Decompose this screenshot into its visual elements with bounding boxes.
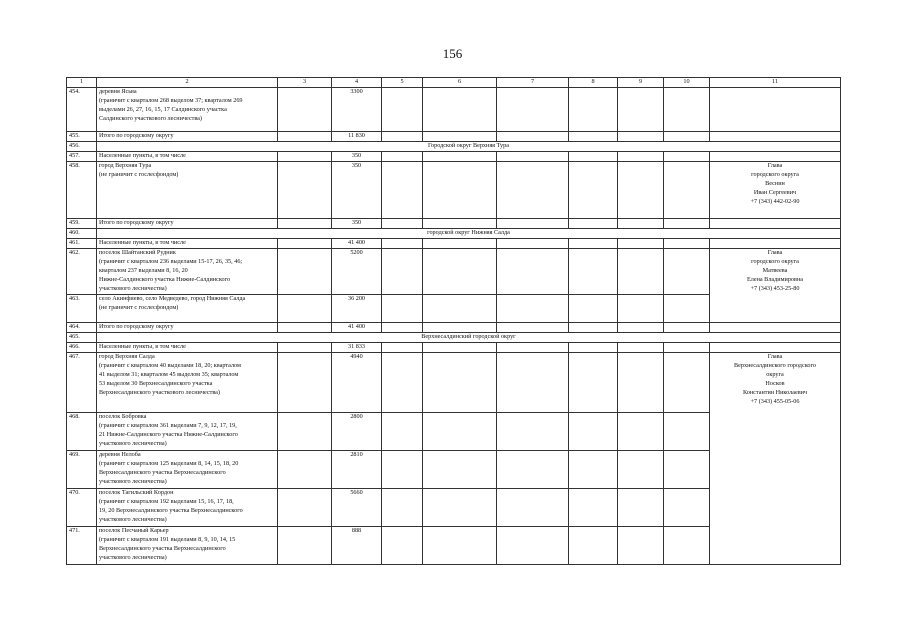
cell-col5 xyxy=(382,412,423,450)
name-line: (не граничит с гослесфондом) xyxy=(99,303,179,311)
column-header: 10 xyxy=(664,78,710,88)
area-value: 41 400 xyxy=(332,238,382,248)
row-number: 471. xyxy=(67,526,97,564)
contact-line: Елена Владимировна xyxy=(746,275,804,283)
table-row xyxy=(67,131,841,141)
cell-col9 xyxy=(618,352,664,412)
cell-col10 xyxy=(664,322,710,332)
cell-col9 xyxy=(618,238,664,248)
cell-col9 xyxy=(618,161,664,218)
row-number: 456. xyxy=(67,141,97,151)
row-number: 460. xyxy=(67,228,97,238)
area-value: 4940 xyxy=(332,352,382,412)
cell-col8 xyxy=(569,151,618,161)
cell-col6 xyxy=(423,131,497,141)
cell-col9 xyxy=(618,218,664,228)
cell-col8 xyxy=(569,131,618,141)
name-line: участкового лесничества) xyxy=(99,553,167,561)
cell-col3 xyxy=(278,412,332,450)
cell-col8 xyxy=(569,161,618,218)
name-line: Населенные пункты, в том числе xyxy=(99,342,186,350)
area-value: 2800 xyxy=(332,412,382,450)
area-value: 350 xyxy=(332,151,382,161)
cell-col6 xyxy=(423,352,497,412)
cell-col6 xyxy=(423,248,497,294)
column-header: 7 xyxy=(497,78,569,88)
cell-col7 xyxy=(497,294,569,322)
column-header: 8 xyxy=(569,78,618,88)
name-line: 19, 20 Верхнесалдинского участка Верхнесалдинского xyxy=(99,506,243,514)
row-number: 468. xyxy=(67,412,97,450)
name-line: (граничит с кварталом 191 выделами 8, 9, 10, 14, 15 xyxy=(99,535,236,543)
name-line: поселок Бобровка xyxy=(99,412,147,420)
cell-col6 xyxy=(423,151,497,161)
cell-col5 xyxy=(382,87,423,131)
row-number: 470. xyxy=(67,488,97,526)
column-header: 6 xyxy=(423,78,497,88)
cell-col6 xyxy=(423,322,497,332)
boundary-table xyxy=(66,77,841,565)
cell-col3 xyxy=(278,131,332,141)
contact-info xyxy=(710,238,841,248)
cell-col8 xyxy=(569,238,618,248)
cell-col8 xyxy=(569,412,618,450)
row-number: 459. xyxy=(67,218,97,228)
cell-col10 xyxy=(664,352,710,412)
area-value: 5200 xyxy=(332,248,382,294)
cell-col6 xyxy=(423,412,497,450)
name-line: участкового лесничества) xyxy=(99,439,167,447)
section-title: Верхнесалдинский городской округ xyxy=(97,332,841,342)
cell-col5 xyxy=(382,322,423,332)
contact-info xyxy=(710,352,841,564)
area-value: 11 830 xyxy=(332,131,382,141)
cell-col8 xyxy=(569,248,618,294)
name-line: (не граничит с гослесфондом) xyxy=(99,170,179,178)
name-line: 21 Нижне-Салдинского участка Нижне-Салдинского xyxy=(99,430,238,438)
column-header: 9 xyxy=(618,78,664,88)
cell-col8 xyxy=(569,87,618,131)
name-line: город Верхняя Тура xyxy=(99,161,152,169)
cell-col10 xyxy=(664,488,710,526)
cell-col8 xyxy=(569,526,618,564)
column-header: 5 xyxy=(382,78,423,88)
cell-col8 xyxy=(569,342,618,352)
contact-info xyxy=(710,248,841,322)
cell-col8 xyxy=(569,322,618,332)
name-line: (граничит с кварталом 361 выделами 7, 9, 12, 17, 19, xyxy=(99,421,237,429)
settlement-name xyxy=(97,322,278,332)
name-line: поселок Песчаный Карьер xyxy=(99,526,169,534)
cell-col5 xyxy=(382,131,423,141)
name-line: Итого по городскому округу xyxy=(99,131,174,139)
contact-info xyxy=(710,87,841,131)
contact-line: Матвеева xyxy=(762,266,788,274)
cell-col5 xyxy=(382,161,423,218)
cell-col7 xyxy=(497,238,569,248)
name-line: 53 выделом 30 Верхнесалдинского участка xyxy=(99,379,213,387)
cell-col7 xyxy=(497,248,569,294)
cell-col6 xyxy=(423,342,497,352)
row-number: 465. xyxy=(67,332,97,342)
name-line: (граничит с кварталом 40 выделами 18, 20; кварталом xyxy=(99,361,241,369)
contact-line: Носков xyxy=(765,379,785,387)
cell-col9 xyxy=(618,488,664,526)
cell-col7 xyxy=(497,322,569,332)
cell-col6 xyxy=(423,87,497,131)
header-row xyxy=(67,78,841,88)
cell-col7 xyxy=(497,352,569,412)
name-line: (граничит с кварталом 236 выделами 15-17, 26, 35, 46; xyxy=(99,257,243,265)
name-line: Населенные пункты, в том числе xyxy=(99,238,186,246)
cell-col5 xyxy=(382,352,423,412)
name-line: (граничит с кварталом 125 выделами 8, 14, 15, 18, 20 xyxy=(99,459,239,467)
area-value: 31 833 xyxy=(332,342,382,352)
name-line: Населенные пункты, в том числе xyxy=(99,151,186,159)
settlement-name xyxy=(97,450,278,488)
column-header: 11 xyxy=(710,78,841,88)
table-row xyxy=(67,161,841,218)
row-number: 466. xyxy=(67,342,97,352)
cell-col8 xyxy=(569,488,618,526)
contact-line: Константин Николаевич xyxy=(742,388,808,396)
cell-col5 xyxy=(382,342,423,352)
cell-col3 xyxy=(278,248,332,294)
cell-col6 xyxy=(423,238,497,248)
name-line: 41 выделом 31; кварталом 45 выделом 35; кварталом xyxy=(99,370,239,378)
cell-col5 xyxy=(382,488,423,526)
table-row xyxy=(67,238,841,248)
cell-col10 xyxy=(664,526,710,564)
settlement-name xyxy=(97,352,278,412)
contact-line: Глава xyxy=(767,248,783,256)
cell-col6 xyxy=(423,294,497,322)
table-row xyxy=(67,342,841,352)
cell-col10 xyxy=(664,450,710,488)
row-number: 464. xyxy=(67,322,97,332)
name-line: участкового лесничества) xyxy=(99,515,167,523)
settlement-name xyxy=(97,526,278,564)
table-row xyxy=(67,218,841,228)
cell-col10 xyxy=(664,294,710,322)
contact-line: +7 (343) 442-02-90 xyxy=(750,197,800,205)
column-header: 4 xyxy=(332,78,382,88)
cell-col3 xyxy=(278,294,332,322)
cell-col3 xyxy=(278,151,332,161)
area-value: 888 xyxy=(332,526,382,564)
cell-col9 xyxy=(618,87,664,131)
cell-col10 xyxy=(664,161,710,218)
area-value: 36 200 xyxy=(332,294,382,322)
settlement-name xyxy=(97,488,278,526)
cell-col7 xyxy=(497,131,569,141)
row-number: 454. xyxy=(67,87,97,131)
name-line: Итого по городскому округу xyxy=(99,218,174,226)
settlement-name xyxy=(97,151,278,161)
cell-col6 xyxy=(423,450,497,488)
area-value: 5660 xyxy=(332,488,382,526)
cell-col6 xyxy=(423,488,497,526)
column-header: 2 xyxy=(97,78,278,88)
page-number: 156 xyxy=(442,46,463,61)
cell-col3 xyxy=(278,450,332,488)
cell-col3 xyxy=(278,526,332,564)
cell-col10 xyxy=(664,412,710,450)
cell-col5 xyxy=(382,450,423,488)
name-line: Нижне-Салдинского участка Нижне-Салдинского xyxy=(99,275,231,283)
cell-col9 xyxy=(618,342,664,352)
settlement-name xyxy=(97,161,278,218)
name-line: деревня Нелоба xyxy=(99,450,141,458)
cell-col5 xyxy=(382,248,423,294)
settlement-name xyxy=(97,412,278,450)
cell-col10 xyxy=(664,131,710,141)
cell-col3 xyxy=(278,161,332,218)
column-header: 3 xyxy=(278,78,332,88)
cell-col6 xyxy=(423,526,497,564)
name-line: кварталом 237 выделами 8, 16, 20 xyxy=(99,266,188,274)
cell-col9 xyxy=(618,248,664,294)
cell-col3 xyxy=(278,238,332,248)
cell-col3 xyxy=(278,87,332,131)
table-row xyxy=(67,87,841,131)
settlement-name xyxy=(97,342,278,352)
column-header: 1 xyxy=(67,78,97,88)
cell-col3 xyxy=(278,488,332,526)
table-row xyxy=(67,352,841,412)
contact-info xyxy=(710,322,841,332)
name-line: поселок Шайтанский Рудник xyxy=(99,248,176,256)
cell-col3 xyxy=(278,322,332,332)
section-title: городской округ Нижняя Салда xyxy=(97,228,841,238)
cell-col7 xyxy=(497,218,569,228)
contact-info xyxy=(710,342,841,352)
cell-col6 xyxy=(423,161,497,218)
cell-col9 xyxy=(618,151,664,161)
name-line: Верхнесалдинского участка Верхнесалдинского xyxy=(99,468,226,476)
name-line: выделами 26, 27, 16, 15, 17 Салдинского участка xyxy=(99,105,227,113)
settlement-name xyxy=(97,131,278,141)
name-line: участкового лесничества) xyxy=(99,284,167,292)
contact-line: Глава xyxy=(767,352,783,360)
contact-line: округа xyxy=(766,370,784,378)
row-number: 457. xyxy=(67,151,97,161)
table-row xyxy=(67,332,841,342)
contact-line: городского округа xyxy=(751,257,799,265)
table-row xyxy=(67,322,841,332)
row-number: 469. xyxy=(67,450,97,488)
table-row xyxy=(67,228,841,238)
contact-line: Верхнесалдинского городского xyxy=(734,361,816,369)
cell-col8 xyxy=(569,218,618,228)
settlement-name xyxy=(97,238,278,248)
contact-line: Иван Сергеевич xyxy=(753,188,797,196)
area-value: 350 xyxy=(332,218,382,228)
cell-col5 xyxy=(382,218,423,228)
name-line: Итого по городскому округу xyxy=(99,322,174,330)
contact-info xyxy=(710,161,841,218)
area-value: 3300 xyxy=(332,87,382,131)
contact-info xyxy=(710,151,841,161)
cell-col9 xyxy=(618,450,664,488)
cell-col7 xyxy=(497,161,569,218)
contact-info xyxy=(710,131,841,141)
area-value: 350 xyxy=(332,161,382,218)
cell-col8 xyxy=(569,352,618,412)
row-number: 461. xyxy=(67,238,97,248)
cell-col9 xyxy=(618,526,664,564)
name-line: (граничит с кварталом 192 выделами 15, 16, 17, 18, xyxy=(99,497,234,505)
cell-col3 xyxy=(278,352,332,412)
settlement-name xyxy=(97,218,278,228)
contact-line: Веснин xyxy=(765,179,785,187)
cell-col5 xyxy=(382,151,423,161)
contact-line: городского округа xyxy=(751,170,799,178)
row-number: 455. xyxy=(67,131,97,141)
contact-line: +7 (343) 455-05-06 xyxy=(750,397,800,405)
cell-col5 xyxy=(382,238,423,248)
cell-col10 xyxy=(664,342,710,352)
settlement-name xyxy=(97,294,278,322)
name-line: поселок Тагильский Кордон xyxy=(99,488,174,496)
name-line: участкового лесничества) xyxy=(99,477,167,485)
name-line: (граничит с кварталом 268 выделом 37; кварталом 269 xyxy=(99,96,243,104)
cell-col9 xyxy=(618,412,664,450)
area-value: 2810 xyxy=(332,450,382,488)
cell-col7 xyxy=(497,450,569,488)
cell-col10 xyxy=(664,151,710,161)
cell-col10 xyxy=(664,218,710,228)
name-line: Салдинского участкового лесничества) xyxy=(99,114,202,122)
cell-col8 xyxy=(569,450,618,488)
table-row xyxy=(67,151,841,161)
cell-col7 xyxy=(497,87,569,131)
cell-col7 xyxy=(497,488,569,526)
row-number: 458. xyxy=(67,161,97,218)
name-line: село Акинфиево, село Медведево, город Нижняя Салда xyxy=(99,294,246,302)
cell-col6 xyxy=(423,218,497,228)
settlement-name xyxy=(97,248,278,294)
table-row xyxy=(67,141,841,151)
contact-line: Глава xyxy=(767,161,783,169)
contact-info xyxy=(710,218,841,228)
cell-col5 xyxy=(382,294,423,322)
cell-col9 xyxy=(618,294,664,322)
name-line: деревня Ясьва xyxy=(99,87,137,95)
row-number: 467. xyxy=(67,352,97,412)
cell-col10 xyxy=(664,248,710,294)
name-line: Верхнесалдинского участкового лесничества) xyxy=(99,388,220,396)
cell-col3 xyxy=(278,342,332,352)
name-line: Верхнесалдинского участка Верхнесалдинского xyxy=(99,544,226,552)
section-title: Городской округ Верхняя Тура xyxy=(97,141,841,151)
cell-col3 xyxy=(278,218,332,228)
cell-col8 xyxy=(569,294,618,322)
cell-col9 xyxy=(618,322,664,332)
row-number: 462. xyxy=(67,248,97,294)
cell-col7 xyxy=(497,151,569,161)
cell-col9 xyxy=(618,131,664,141)
settlement-name xyxy=(97,87,278,131)
cell-col7 xyxy=(497,412,569,450)
table-row xyxy=(67,248,841,294)
row-number: 463. xyxy=(67,294,97,322)
cell-col10 xyxy=(664,238,710,248)
area-value: 41 400 xyxy=(332,322,382,332)
cell-col5 xyxy=(382,526,423,564)
name-line: город Верхняя Салда xyxy=(99,352,155,360)
cell-col7 xyxy=(497,342,569,352)
contact-line: +7 (343) 453-25-80 xyxy=(750,284,800,292)
cell-col10 xyxy=(664,87,710,131)
cell-col7 xyxy=(497,526,569,564)
